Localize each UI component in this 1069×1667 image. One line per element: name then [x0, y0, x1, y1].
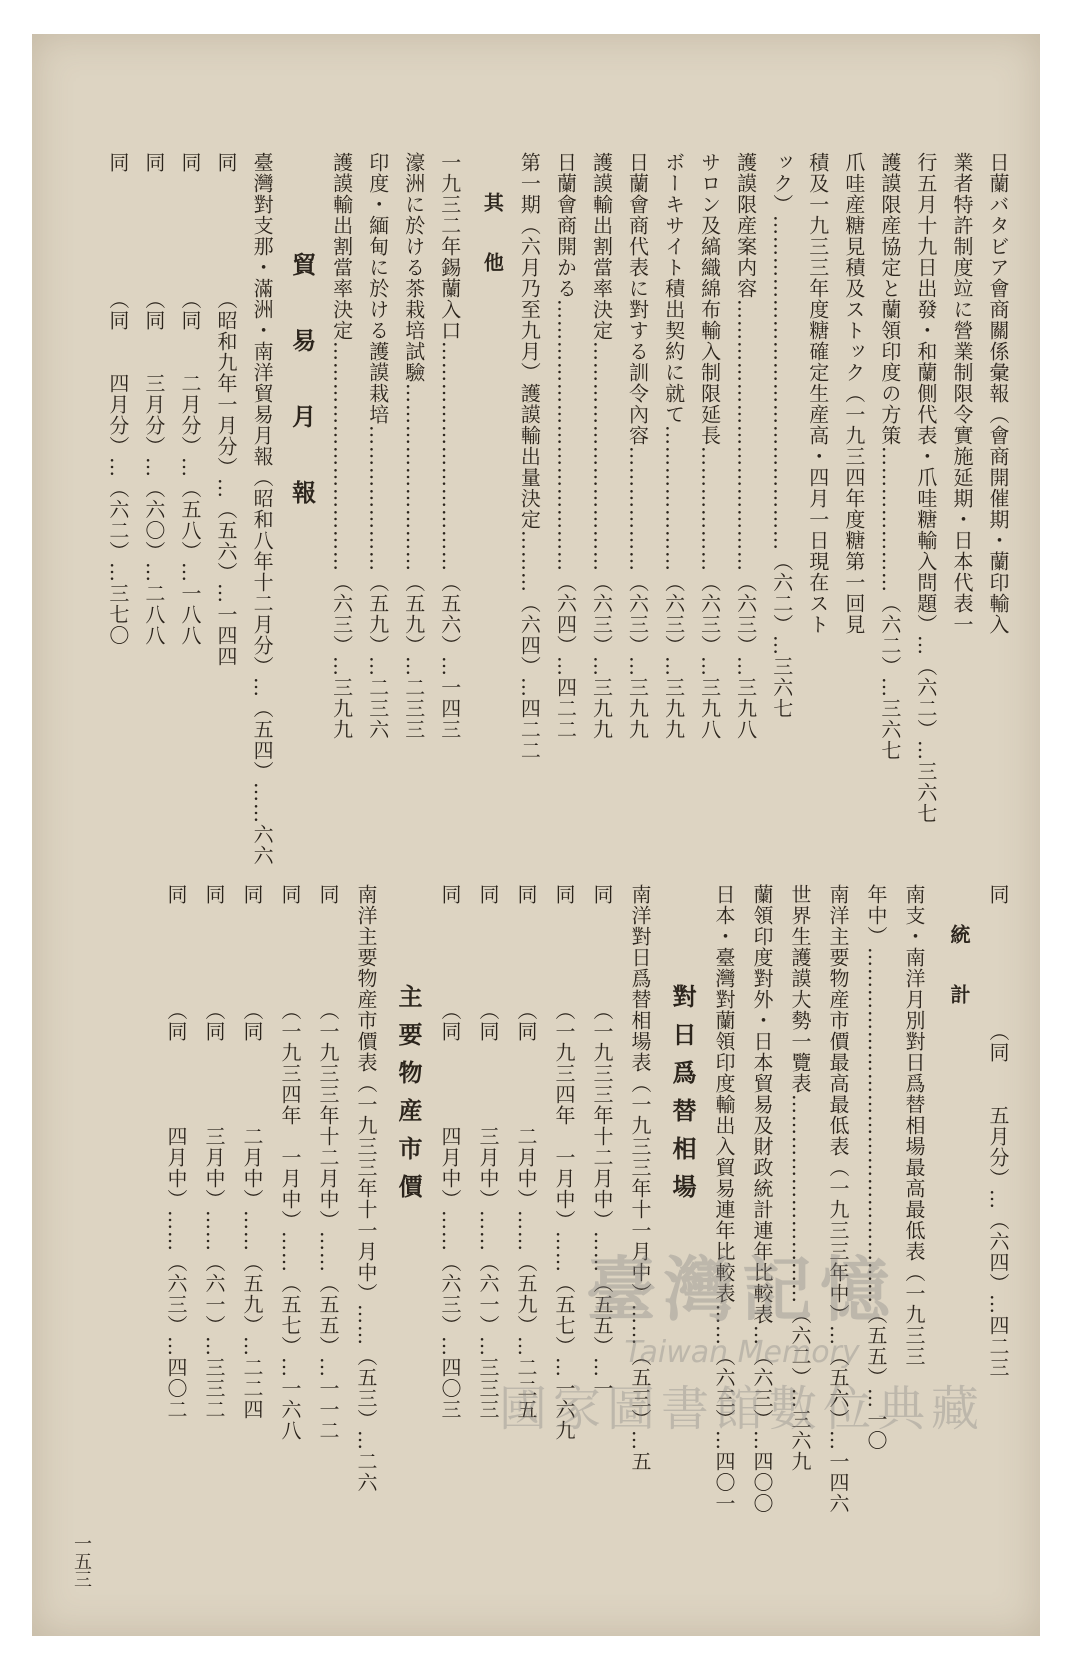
index-entry: 同 （同 四月分）…（六二）…三七〇	[105, 152, 130, 646]
index-entry: 同 （同 三月中）……（六一）…三三三	[476, 884, 500, 1420]
index-entry: 南洋主要物産市價最高最低表（一九三三年中）…（五六）…一四六	[826, 884, 850, 1514]
index-entry: 同 （一九三四年 一月中）……（五七）…一六九	[552, 884, 576, 1441]
section-heading: 其 他	[480, 192, 505, 282]
index-entry: 印度・緬甸に於ける護謨栽培…………………（五九）…二三六	[365, 152, 390, 740]
index-entry: 爪哇産糖見積及ストック（一九三四年度糖第一回見	[841, 152, 866, 635]
section-heading: 貿 易 月 報	[287, 252, 317, 518]
index-entry: 同 （一九三四年 一月中）……（五七）…一六八	[278, 884, 302, 1441]
section-heading: 統 計	[947, 924, 971, 1014]
index-entry: 同 （同 五月分）…（六四）…四二三	[986, 884, 1010, 1378]
index-entry: 護謨輸出割當率決定……………………………（六三）…三九九	[589, 152, 614, 740]
index-entry: 日蘭會商代表に對する訓令內容………………（六三）…三九九	[625, 152, 650, 740]
index-entry: 南洋主要物産市價表（一九三三年十一月中）……（五三）…二六	[354, 884, 378, 1493]
index-bottom-half	[102, 884, 1012, 1564]
page-number: 一五三	[71, 1534, 92, 1588]
section-heading: 主要物産市價	[394, 984, 423, 1212]
index-entry: 世界生護謨大勢一覽表…………………………（六二）…三六九	[788, 884, 812, 1472]
index-entry: 業者特許制度竝に營業制限令實施延期・日本代表一	[949, 152, 974, 635]
index-entry: 同 （同 二月中）……（五九）…二二五	[514, 884, 538, 1420]
index-entry: サロン及縞織綿布輸入制限延長………………（六三）…三九八	[697, 152, 722, 740]
index-entry: 日本・臺灣對蘭領印度輸出入貿易連年比較表……（六三）…四〇一	[712, 884, 736, 1514]
index-entry: 同 （一九三三年十二月中）……（五五）…一一二	[316, 884, 340, 1441]
index-entry: 行五月十九日出發・和蘭側代表・爪哇糖輸入問題）…（六二）…三六七	[913, 152, 938, 824]
index-entry: 同 （一九三三年十二月中）……（五五）…一	[590, 884, 614, 1399]
index-entry: 同 （同 四月中）……（六三）…四〇三	[438, 884, 462, 1420]
index-entry: 南支・南洋月別對日爲替相場最高最低表（一九三三	[902, 884, 926, 1367]
index-entry: ック）…………………………………………（六二）…三六七	[769, 152, 794, 719]
index-entry: 日蘭バタビア會商關係彙報（會商開催期・蘭印輸入	[986, 152, 1010, 635]
index-entry: 同 （同 三月中）……（六一）…三三二	[202, 884, 226, 1420]
index-entry: 蘭領印度對外・日本貿易及財政統計連年比較表…（六三）…四〇〇	[750, 884, 774, 1514]
watermark-english: Taiwan Memory	[624, 1335, 860, 1370]
watermark-institution: 國家圖書館數位典藏	[498, 1381, 985, 1437]
index-entry: 護謨限産案内容…………………………………（六三）…三九八	[733, 152, 758, 740]
library-watermark	[482, 1234, 1002, 1439]
index-entry: 臺灣對支那・滿洲・南洋貿易月報（昭和八年十二月分）…（五四）……六六	[250, 152, 275, 866]
index-entry: 年中）……………………………………………（五五）…一〇	[864, 884, 888, 1451]
document-page	[32, 34, 1040, 1636]
index-entry: 同 （同 二月分）…（五八）…一八八	[177, 152, 202, 646]
index-top-half	[102, 152, 1012, 866]
index-entry: 南洋對日爲替相場表（一九三三年十一月中）……（五三）…五	[628, 884, 652, 1472]
section-heading: 對日爲替相場	[668, 984, 697, 1212]
index-entry: ボーキサイト積出契約に就て…………………（六三）…三九九	[661, 152, 686, 740]
index-entry: 一九三二年錫蘭入口……………………………（五六）…一四三	[437, 152, 462, 740]
watermark-title: 臺灣記憶	[586, 1249, 898, 1331]
index-entry: 同 （昭和九年一月分）…（五六）…一四四	[214, 152, 239, 667]
index-entry: 護謨輸出割當率決定……………………………（六三）…三九九	[329, 152, 354, 740]
index-entry: 第一期（六月乃至九月）護謨輸出量決定………（六四）…四二二	[517, 152, 542, 761]
index-entry: 積及一九三三年度糖確定生産高・四月一日現在スト	[805, 152, 830, 635]
index-entry: 同 （同 三月分）…（六〇）…二八八	[141, 152, 166, 646]
index-entry: 同 （同 四月中）……（六三）…四〇二	[164, 884, 188, 1420]
index-entry: 同 （同 二月中）……（五九）…二二四	[240, 884, 264, 1420]
index-entry: 護謨限産協定と蘭領印度の方策…………………（六二）…三六七	[877, 152, 902, 761]
index-entry: 日蘭會商開かる…………………………………（六四）…四二二	[553, 152, 578, 740]
index-entry: 濠洲に於ける茶栽培試驗………………………（五九）…二三三	[401, 152, 426, 740]
